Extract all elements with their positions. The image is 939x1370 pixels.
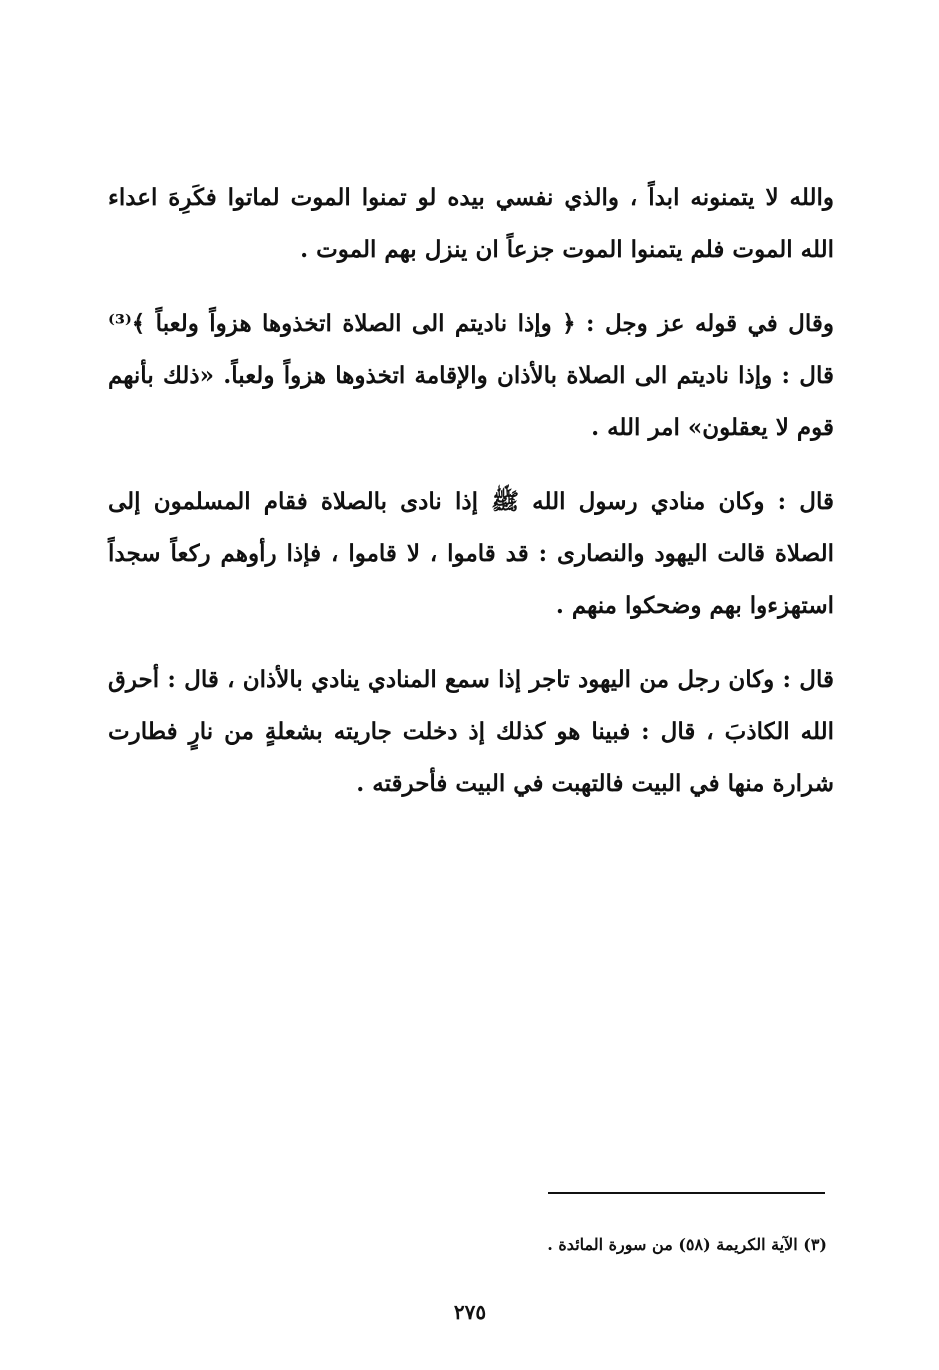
paragraph-4: قال : وكان رجل من اليهود تاجر إذا سمع المنادي ينادي بالأذان ، قال : أحرق الله الكاذبَ ، قال : فبينا هو كذلك إذ دخلت جاريته بشعلةٍ من نارٍ فطارت شرارة منها في البيت فالتهبت في البيت فأحرقته . bbox=[108, 666, 834, 797]
page-number: ٢٧٥ bbox=[453, 1300, 487, 1324]
footnote-divider bbox=[548, 1192, 825, 1194]
paragraph-2: وقال في قوله عز وجل : ﴿ وإذا ناديتم الى الصلاة اتخذوها هزواً ولعباً ﴾⁽³⁾ قال : وإذا ناديتم الى الصلاة بالأذان والإقامة اتخذوها هزواً ولعباً. «ذلك بأنهم قوم لا يعقلون» امر الله . bbox=[108, 310, 834, 441]
main-text bbox=[108, 172, 834, 832]
paragraph-1: والله لا يتمنونه ابداً ، والذي نفسي بيده لو تمنوا الموت لماتوا فكَرِهَ اعداء الله الموت فلم يتمنوا الموت جزعاً ان ينزل بهم الموت . bbox=[108, 184, 834, 263]
paragraph-3: قال : وكان منادي رسول الله ﷺ إذا نادى بالصلاة فقام المسلمون إلى الصلاة قالت اليهود والنصارى : قد قاموا ، لا قاموا ، فإذا رأوهم ركعاً سجداً استهزءوا بهم وضحكوا منهم . bbox=[108, 488, 834, 619]
footnote: (٣) الآية الكريمة (٥٨) من سورة المائدة . bbox=[547, 1235, 827, 1254]
